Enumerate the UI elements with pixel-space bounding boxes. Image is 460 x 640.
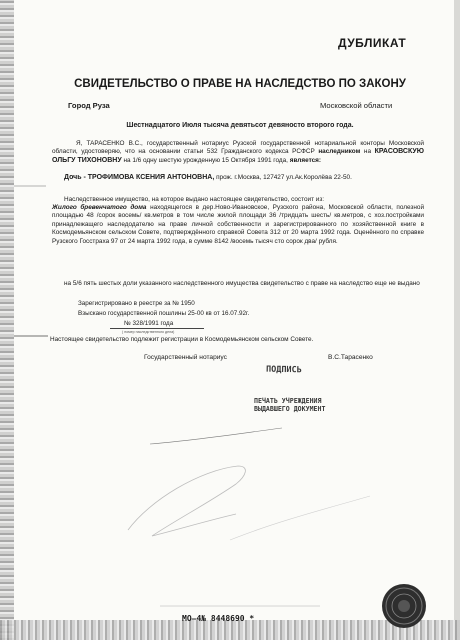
heir-address: прож. г.Москва, 127427 ул.Ак.Королёва 22-50.	[216, 174, 352, 181]
signature-stamp: ПОДПИСЬ	[265, 364, 302, 376]
heir-name: КРАСОВСКУЮ ОЛЬГУ ТИХОНОВНУ	[52, 148, 425, 164]
hologram-seal	[382, 584, 426, 628]
state-fee: Взыскано государственной пошлины 25-00 кв от 16.07.92г.	[78, 310, 250, 317]
is-label: является:	[289, 156, 322, 164]
duplicate-label: ДУБЛИКАТ	[338, 36, 407, 50]
heir-role: наследником	[318, 148, 361, 156]
region-label: Московской области	[320, 101, 393, 110]
cancellation-z-mark	[128, 466, 245, 536]
cancellation-line	[230, 496, 370, 540]
seal-stamp-line2: ВЫДАВШЕГО ДОКУМЕНТ	[254, 405, 326, 413]
notary-role: Государственный нотариус	[144, 354, 227, 361]
registry-number: Зарегистрировано в реестре за № 1950	[78, 300, 195, 307]
estate-description: находящегося в дер.Ново-Ивановское, Рузского района, Московской области, полезной площадью 48 /сорок восемь/ кв.метров в том числе жилой площади 36 /тридцать шесть/ кв.метров, с хоз.постройками принадлежащего наследодателю на праве личной собственности и зарегистрированного по хозяйственной книге в Космодемьянском сельском Совете, подтверждённого справкой Совета 312 от 20 марта 1992 года. Оценённого по справке Рузского Госстраха 97 от 24 марта 1992 года, в сумме 8142 /восемь тысяч сто сорок два/ рубля.	[52, 204, 425, 245]
case-number: № 328/1991 года	[124, 320, 174, 327]
paragraph-remaining-share: на 5/6 пять шестых доли указанного наследственного имущества свидетельство с праве на наследство еще не выдано	[64, 280, 420, 287]
paragraph-estate-intro: Наследственное имущество, на которое выдано настоящее свидетельство, состоит из:	[64, 196, 325, 203]
estate-house: Жилого бревенчатого дома	[52, 204, 147, 211]
blank-serial-number: МО–4№ 8448690 *	[182, 614, 255, 623]
notary-on: на	[363, 148, 372, 156]
place-label: Город Руза	[68, 101, 110, 110]
notary-text: Я, ТАРАСЕНКО В.С., государственный нотариус Рузской государственной нотариальной конторы Московской области, удостоверяю, что на основании статьи 532 Гражданского кодекса РСФСР	[52, 140, 424, 156]
notary-name: В.С.Тарасенко	[328, 354, 373, 361]
document-title: СВИДЕТЕЛЬСТВО О ПРАВЕ НА НАСЛЕДСТВО ПО ЗАКОНУ	[74, 78, 406, 90]
paragraph-registration: Настоящее свидетельство подлежит регистрации в Космодемьянском сельском Совете.	[50, 336, 314, 343]
heir-daughter: Дочь - ТРОФИМОВА КСЕНИЯ АНТОНОВНА,	[64, 174, 215, 181]
issue-date: Шестнадцатого Июля тысяча девятьсот девяносто второго года.	[126, 122, 354, 129]
case-number-caption: ( номер наследственного дела)	[122, 330, 175, 334]
pencil-mark	[150, 428, 282, 444]
share-text: на 1/6 одну шестую урожденную 15 Октября 1991 года,	[123, 156, 288, 164]
seal-stamp-line1: ПЕЧАТЬ УЧРЕЖДЕНИЯ	[254, 397, 322, 405]
